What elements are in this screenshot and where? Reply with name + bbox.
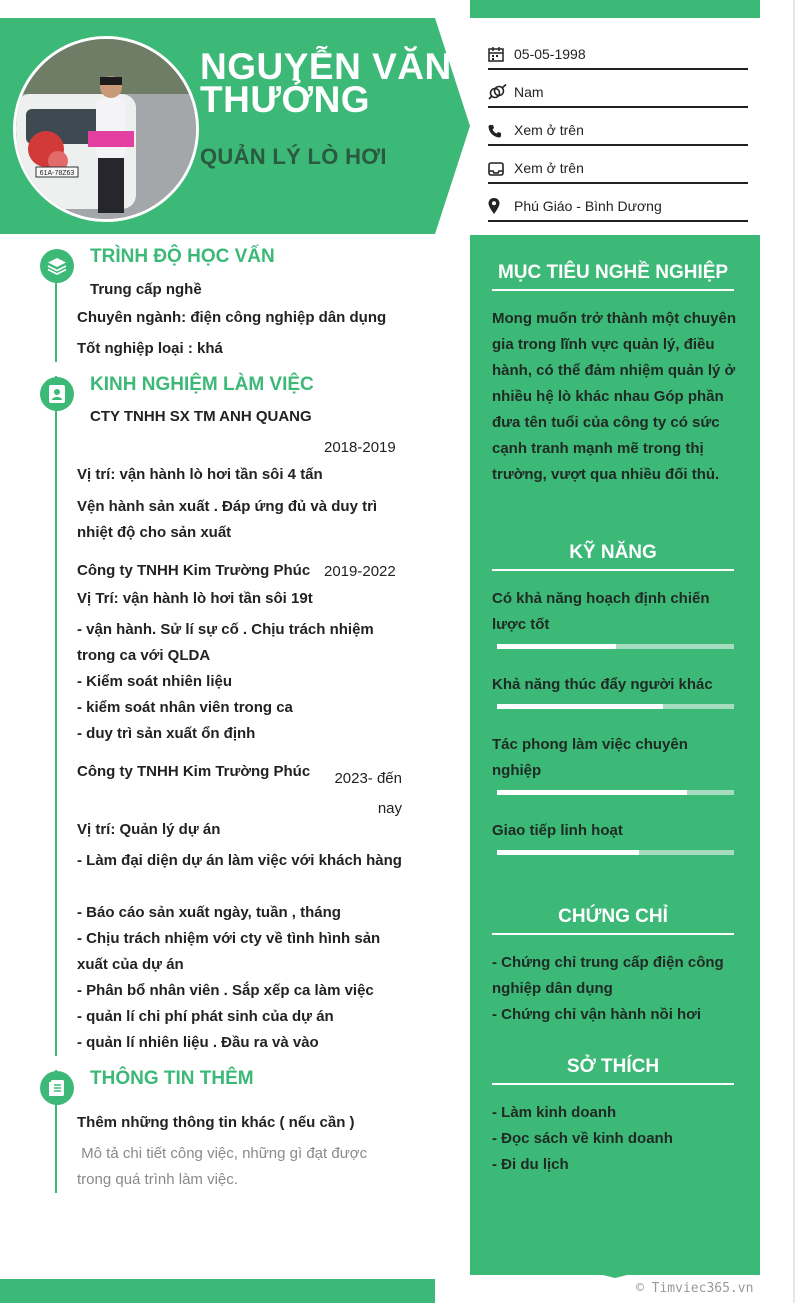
hobby-item: - Đi du lịch xyxy=(492,1156,569,1173)
skill-bar-fill xyxy=(497,790,687,795)
job-company: Công ty TNHH Kim Trường Phúc xyxy=(77,562,311,579)
job-detail: - Phân bổ nhân viên . Sắp xếp ca làm việc xyxy=(77,982,374,999)
job-detail: - Báo cáo sản xuất ngày, tuần , tháng xyxy=(77,904,341,921)
additional-description: Mô tả chi tiết công việc, những gì đạt được trong quá trình làm việc. xyxy=(77,1145,372,1188)
calendar-icon xyxy=(488,46,514,62)
timeline-line xyxy=(55,376,57,1056)
job-position: Vị trí: Quản lý dự án xyxy=(77,821,221,838)
job-position: Vị trí: vận hành lò hơi tần sôi 4 tấn xyxy=(77,466,323,483)
job-detail: - Kiểm soát nhiên liệu xyxy=(77,673,233,690)
contact-gender xyxy=(488,71,748,108)
phone-value: Xem ở trên xyxy=(514,122,584,138)
email-icon xyxy=(488,162,514,176)
job-detail: - Chịu trách nhiệm với cty về tình hình sản xuất của dự án xyxy=(77,930,381,973)
job-detail: - quản lí nhiên liệu . Đầu ra và vào xyxy=(77,1034,319,1051)
hobby-item: - Làm kinh doanh xyxy=(492,1104,617,1121)
hobby-item: - Đọc sách về kinh doanh xyxy=(492,1130,673,1147)
certificate-item: - Chứng chỉ vận hành nồi hơi xyxy=(492,1006,702,1023)
skill-bar-fill xyxy=(497,850,639,855)
skill-bar xyxy=(497,644,734,649)
additional-line: Thêm những thông tin khác ( nếu cần ) xyxy=(77,1114,355,1131)
document-icon xyxy=(48,1078,66,1098)
skill-label: Có khả năng hoạch định chiến lược tốt xyxy=(492,590,710,633)
job-company: Công ty TNHH Kim Trường Phúc xyxy=(77,763,311,780)
job-detail: - vận hành. Sử lí sự cố . Chịu trách nhiệm trong ca với QLDA xyxy=(77,621,374,664)
bottom-bar xyxy=(0,1279,435,1303)
additional-section-icon xyxy=(40,1071,74,1105)
certificate-item: - Chứng chỉ trung cấp điện công nghiệp dân dụng xyxy=(492,954,724,997)
skill-bar-fill xyxy=(497,704,663,709)
avatar-photo xyxy=(16,39,196,219)
skill-bar xyxy=(497,704,734,709)
right-panel-chevron xyxy=(470,1240,760,1280)
skill-bar xyxy=(497,790,734,795)
job-years: 2018-2019 xyxy=(324,439,396,456)
skill-label: Tác phong làm việc chuyên nghiệp xyxy=(492,736,688,779)
experience-section-icon xyxy=(40,377,74,411)
experience-title: KINH NGHIỆM LÀM VIỆC xyxy=(90,374,314,395)
education-section-icon xyxy=(40,249,74,283)
certificates-title: CHỨNG CHỈ xyxy=(492,906,734,935)
skills-title: KỸ NĂNG xyxy=(492,542,734,571)
email-value: Xem ở trên xyxy=(514,160,584,176)
additional-title: THÔNG TIN THÊM xyxy=(90,1068,254,1089)
job-detail: - quản lí chi phí phát sinh của dự án xyxy=(77,1008,334,1025)
plate-text: 61A-78Z63 xyxy=(39,170,75,177)
layers-icon xyxy=(47,256,67,276)
gender-value: Nam xyxy=(514,84,544,100)
id-card-icon xyxy=(48,384,66,404)
education-level: Trung cấp nghề xyxy=(90,281,202,298)
skill-label: Giao tiếp linh hoạt xyxy=(492,822,623,839)
contact-address xyxy=(488,185,748,222)
gender-icon xyxy=(488,84,514,100)
contact-dob xyxy=(488,33,748,70)
contact-phone xyxy=(488,109,748,146)
skill-bar-fill xyxy=(497,644,616,649)
education-grade: Tốt nghiệp loại : khá xyxy=(77,340,223,357)
hobbies-title: SỞ THÍCH xyxy=(492,1056,734,1085)
skill-bar xyxy=(497,850,734,855)
address-value: Phú Giáo - Bình Dương xyxy=(514,198,662,214)
education-major: Chuyên ngành: điện công nghiệp dân dụng xyxy=(77,309,387,326)
job-detail: - kiểm soát nhân viên trong ca xyxy=(77,699,293,716)
copyright: © Timviec365.vn xyxy=(636,1281,754,1296)
dob-value: 05-05-1998 xyxy=(514,46,586,62)
job-detail: Vện hành sản xuất . Đáp ứng đủ và duy trì nhiệt độ cho sản xuất xyxy=(77,498,378,541)
phone-icon xyxy=(488,124,514,138)
job-years: 2019-2022 xyxy=(324,563,396,580)
right-top-bar xyxy=(470,0,760,18)
job-detail: - duy trì sản xuất ổn định xyxy=(77,725,256,742)
job-company: CTY TNHH SX TM ANH QUANG xyxy=(90,408,312,425)
avatar xyxy=(13,36,199,222)
skill-label: Khả năng thúc đẩy người khác xyxy=(492,676,713,693)
objective-title: MỤC TIÊU NGHỀ NGHIỆP xyxy=(492,262,734,291)
page-edge-rule xyxy=(793,0,795,1303)
candidate-name: NGUYỄN VĂN THƯỞNG xyxy=(200,46,452,120)
location-pin-icon xyxy=(488,198,514,214)
job-years: 2023- đến nay xyxy=(334,770,402,817)
job-position: Vị Trí: vận hành lò hơi tần sôi 19t xyxy=(77,590,313,607)
job-detail: - Làm đại diện dự án làm việc với khách hàng xyxy=(77,852,402,869)
objective-text: Mong muốn trở thành một chuyên gia trong lĩnh vực quản lý, điều hành, có thể đảm nhiệm quản lý ở nhiều hệ lò khác nhau Góp phần đưa tên tuổi của công ty có sức cạnh tranh mạnh mẽ trong thị trường, vượt qua nhiều đối thủ. xyxy=(492,310,736,483)
job-title: QUẢN LÝ LÒ HƠI xyxy=(200,144,387,169)
contact-email xyxy=(488,147,748,184)
education-title: TRÌNH ĐỘ HỌC VẤN xyxy=(90,246,275,267)
